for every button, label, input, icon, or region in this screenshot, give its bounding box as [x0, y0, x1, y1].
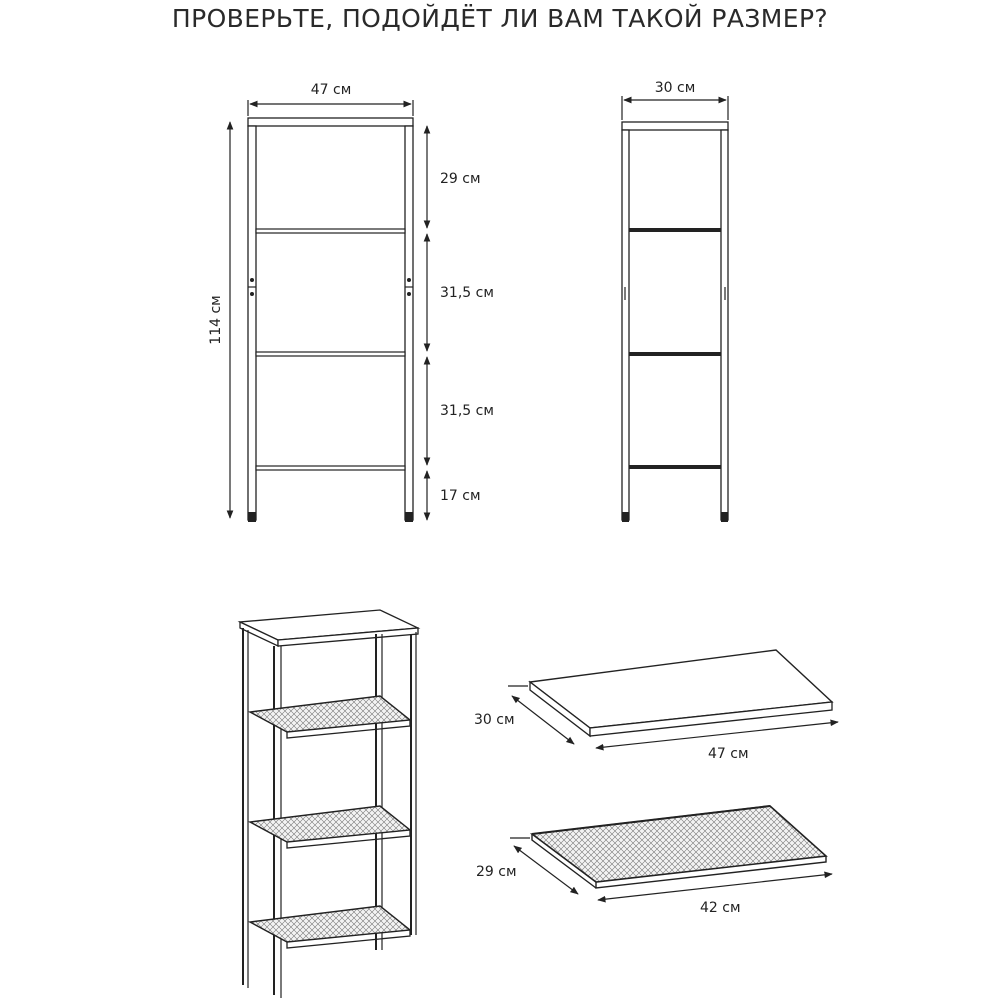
top-panel-depth-label: 30 см: [474, 712, 515, 728]
mesh-shelf-depth-label: 29 см: [476, 864, 517, 880]
section-2-label: 31,5 см: [440, 285, 494, 301]
section-1-label: 29 см: [440, 171, 481, 187]
front-width-label: 47 см: [310, 82, 352, 98]
perspective-rack: [240, 610, 418, 998]
section-3-label: 31,5 см: [440, 403, 494, 419]
top-panel-width-label: 47 см: [708, 746, 749, 762]
front-height-label: 114 см: [208, 295, 224, 345]
top-panel-detail: [474, 650, 838, 762]
front-view: [208, 82, 494, 522]
mesh-shelf-width-label: 42 см: [700, 900, 741, 916]
section-4-label: 17 см: [440, 488, 481, 504]
side-view: [622, 80, 728, 522]
page-title: ПРОВЕРЬТЕ, ПОДОЙДЁТ ЛИ ВАМ ТАКОЙ РАЗМЕР?: [171, 4, 829, 33]
side-depth-label: 30 см: [654, 80, 696, 96]
mesh-shelf-detail: [476, 806, 832, 916]
